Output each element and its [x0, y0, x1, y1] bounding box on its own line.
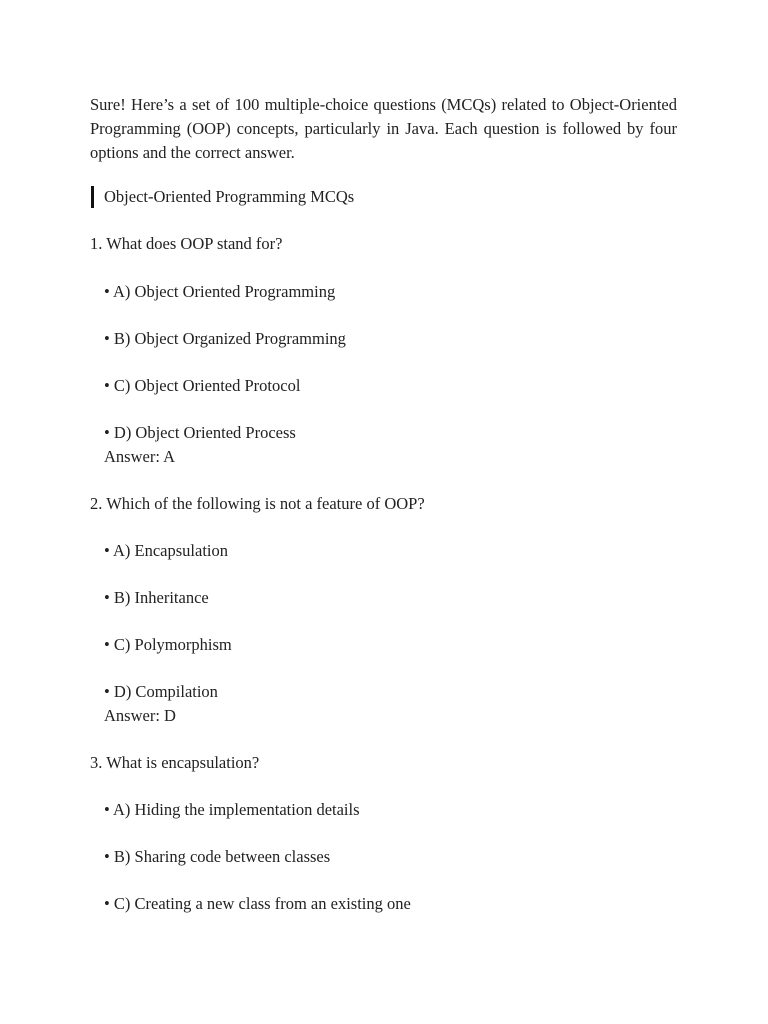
question-2-text: 2. Which of the following is not a feature of OOP? — [90, 494, 425, 513]
question-2-option-a: • A) Encapsulation — [104, 541, 228, 560]
question-2-option-d: • D) Compilation — [104, 682, 218, 701]
heading-accent-bar — [91, 186, 94, 208]
question-2-option-b: • B) Inheritance — [104, 588, 209, 607]
question-1-option-a: • A) Object Oriented Programming — [104, 282, 336, 301]
question-2-option-c: • C) Polymorphism — [104, 635, 232, 654]
section-heading — [91, 186, 354, 208]
question-3-text: 3. What is encapsulation? — [90, 753, 260, 772]
question-3-option-c: • C) Creating a new class from an existing one — [104, 894, 411, 913]
section-heading-text: Object-Oriented Programming MCQs — [104, 187, 355, 206]
question-2-answer: Answer: D — [104, 706, 176, 725]
question-3-option-a: • A) Hiding the implementation details — [104, 800, 360, 819]
question-1-answer: Answer: A — [104, 447, 176, 466]
question-3-option-b: • B) Sharing code between classes — [104, 847, 331, 866]
question-1-option-b: • B) Object Organized Programming — [104, 329, 346, 348]
question-1-option-c: • C) Object Oriented Protocol — [104, 376, 301, 395]
question-1-text: 1. What does OOP stand for? — [90, 234, 283, 253]
question-1-option-d: • D) Object Oriented Process — [104, 423, 296, 442]
intro-paragraph: Sure! Here’s a set of 100 multiple-choice questions (MCQs) related to Object-Oriented Programming (OOP) concepts, particularly in Java. Each question is followed by four options and the correct answer. — [90, 95, 677, 162]
